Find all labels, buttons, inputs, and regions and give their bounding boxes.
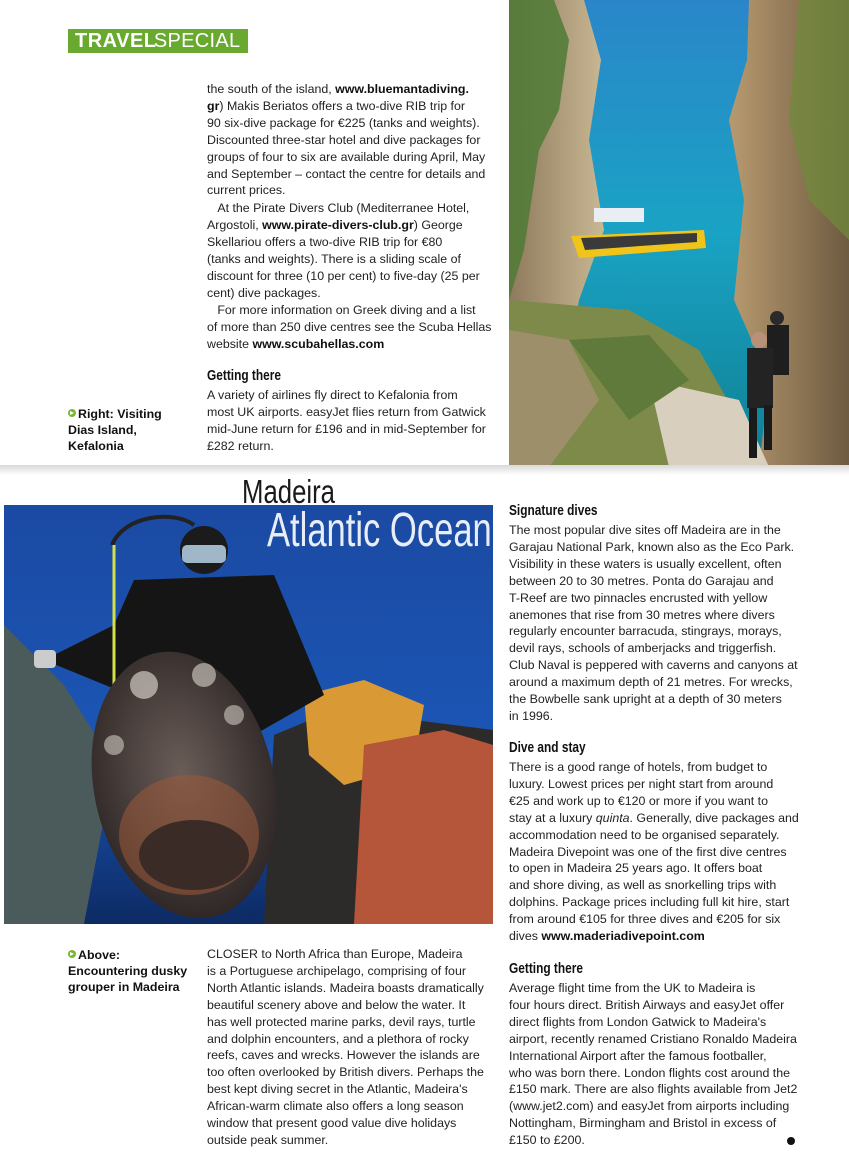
end-of-article-icon (787, 1137, 795, 1145)
scubahellas-link[interactable]: www.scubahellas.com (252, 336, 385, 351)
madeira-caption (68, 947, 203, 996)
badge-bold-text: TRAVEL (75, 30, 157, 52)
madeira-subtitle: Atlantic Ocean (267, 504, 492, 557)
pirate-divers-link[interactable]: www.pirate-divers-club.gr (262, 217, 414, 232)
text-run: At the Pirate Divers Club (Mediterranee Hotel, Argostoli, (207, 201, 470, 232)
caption-text: Right: Visiting Dias Island, Kefalonia (68, 407, 162, 454)
arrow-bullet-icon (68, 950, 76, 958)
text-run: . Generally, dive packages and accommodation need to be organised separately. Madeira Divepoint was one of the first dive centres to open in Madeira 25 years ago. It offers boat and shore diving, as well as snorkelling trips with dolphins. Package prices including full kit hire, start from around €105 for three dives and €205 for six dives (509, 810, 799, 944)
signature-dives-text: The most popular dive sites off Madeira are in the Garajau National Park, known also as the Eco Park. Visibility in these waters is usually excellent, often between 20 to 30 metres. Ponta do Garajau and T-Reef are two pinnacles encrusted with yellow anemones that rise from 30 metres where divers regularly encounter barracuda, stingrays, morays, devil rays, schools of amberjacks and triggerfish. Club Naval is peppered with caverns and canyons at around a maximum depth of 21 metres. For wrecks, the Bowbelle sank upright at a depth of 30 meters in 1996. (509, 523, 798, 723)
madeira-getting-there-text: Average flight time from the UK to Madeira is four hours direct. British Airways and easyJet offer direct flights from London Gatwick to Madeira's airport, recently renamed Cristiano Ronaldo Madeira International Airport after the famous footballer, who was born there. London flights cost around the £150 mark. There are also flights available from Jet2 (www.jet2.com) and easyJet from airports including Nottingham, Birmingham and Bristol in excess of £150 to £200. (509, 981, 798, 1148)
signature-dives-heading: Signature dives (509, 503, 598, 519)
kefalonia-paragraph-2 (207, 200, 502, 301)
text-run: ) George Skellariou offers a two-dive RIB trip for €80 (tanks and weights). There is a sliding scale of discount for three (10 per cent) to five-day (25 per cent) dive packages. (207, 217, 480, 300)
madeira-photo (4, 473, 493, 924)
badge-light-text: SPECIAL (148, 30, 241, 52)
madeira-title: Madeira (242, 473, 336, 510)
text-run: ) Makis Beriatos offers a two-dive RIB trip for 90 six-dive package for €225 (tanks and weights). Discounted three-star hotel and dive packages for groups of four to six are available during April, May and September – contact the centre for details and current prices. (207, 98, 486, 198)
kefalonia-getting-there-text: A variety of airlines fly direct to Kefalonia from most UK airports. easyJet flies return from Gatwick mid-June return for £196 and in mid-September for £282 return. (207, 388, 486, 453)
kefalonia-paragraph-3 (207, 302, 502, 353)
kefalonia-photo (509, 0, 849, 467)
text-run-italic: quinta (595, 810, 630, 825)
arrow-bullet-icon (68, 409, 76, 417)
text-run: For more information on Greek diving and a list of more than 250 dive centres see the Scuba Hellas website (207, 303, 492, 351)
divepoint-link[interactable]: www.maderiadivepoint.com (541, 929, 705, 944)
madeira-intro: CLOSER to North Africa than Europe, Madeira is a Portuguese archipelago, comprising of four North Atlantic islands. Madeira boasts dramatically beautiful scenery above and below the water. It has well protected marine parks, devil rays, turtle and dolphin encounters, and a plethora of rocky reefs, caves and wrecks. However the islands are too often overlooked by British divers. Perhaps the best kept diving secret in the Atlantic, Madeira's African-warm climate also offers a long season window that present good value dive holidays outside peak summer. (207, 947, 484, 1147)
kefalonia-getting-there-heading: Getting there (207, 368, 281, 384)
section-divider (0, 465, 849, 475)
dive-and-stay-heading: Dive and stay (509, 740, 586, 756)
kefalonia-caption (68, 406, 198, 455)
kefalonia-paragraph-1 (207, 81, 502, 199)
text-run: There is a good range of hotels, from budget to luxury. Lowest prices per night start from around €25 and work up to €120 or more if you want to stay at a luxury (509, 760, 774, 825)
bluemanta-link[interactable]: www.bluemantadiving. gr (207, 82, 469, 113)
grouper-diver-illustration (4, 505, 493, 924)
text-run: the south of the island, (207, 82, 336, 96)
madeira-getting-there-heading: Getting there (509, 961, 583, 977)
caption-text: Above: Encountering dusky grouper in Madeira (68, 948, 188, 995)
dias-island-illustration (509, 0, 849, 467)
dive-and-stay-text (509, 759, 809, 945)
section-badge (68, 29, 248, 53)
